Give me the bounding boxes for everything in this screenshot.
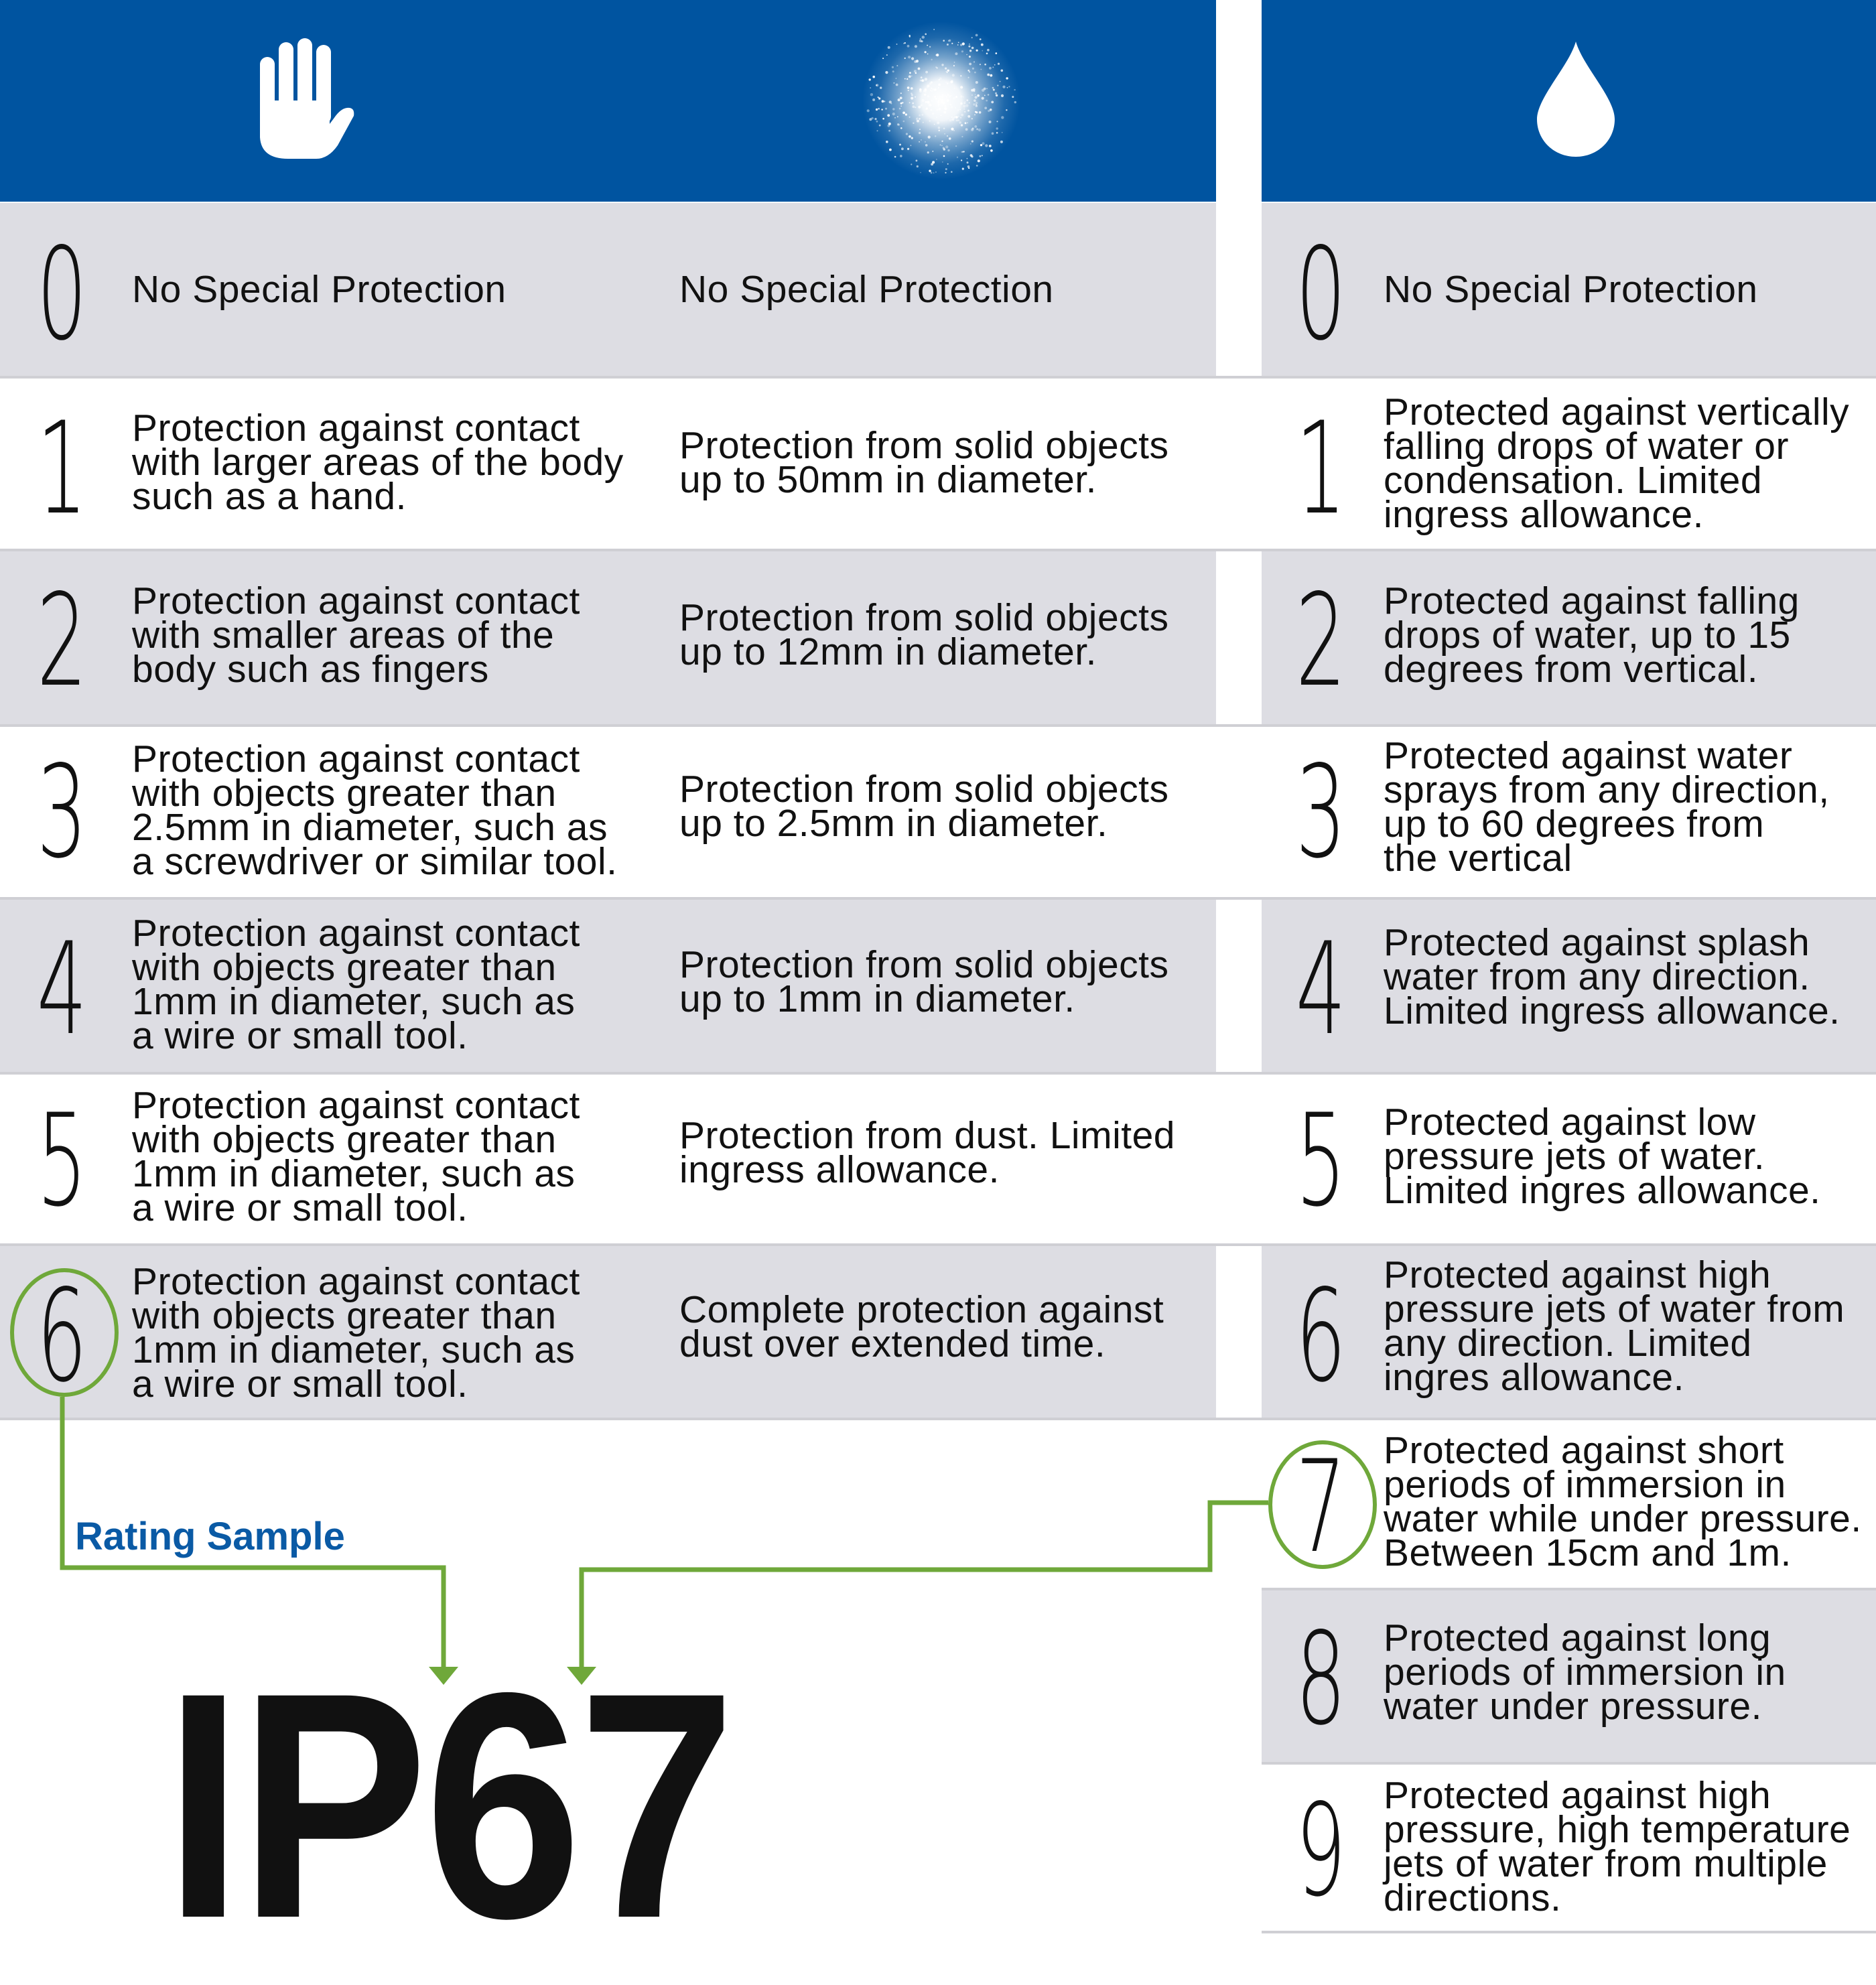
water-digit-5: 5 xyxy=(1295,1087,1346,1235)
water-text-7: Protected against short periods of immersion in water while under pressure. Between 15cm and 1m. xyxy=(1384,1429,1862,1574)
contact-text-6: Protection against contact with objects greater than 1mm in diameter, such as a wire or small tool. xyxy=(132,1260,580,1406)
water-text-1: Protected against vertically falling drops of water or condensation. Limited ingress allowance. xyxy=(1384,391,1850,536)
water-text-3: Protected against water sprays from any direction, up to 60 degrees from the vertical xyxy=(1384,734,1830,880)
contact-text-2: Protection against contact with smaller areas of the body such as fingers xyxy=(132,579,580,691)
water-text-4: Protected against splash water from any direction. Limited ingress allowance. xyxy=(1384,921,1840,1032)
solids-text-6: Complete protection against dust over extended time. xyxy=(679,1288,1164,1365)
solids-text-0: No Special Protection xyxy=(679,268,1054,311)
contact-text-3: Protection against contact with objects greater than 2.5mm in diameter, such as a screwdriver or similar tool. xyxy=(132,738,618,883)
water-digit-0: 0 xyxy=(1295,220,1346,368)
water-text-6: Protected against high pressure jets of water from any direction. Limited ingres allowance. xyxy=(1384,1253,1845,1399)
solid-digit-6: 6 xyxy=(36,1262,87,1410)
water-digit-2: 2 xyxy=(1295,567,1346,715)
water-digit-1: 1 xyxy=(1295,395,1346,543)
solids-text-2: Protection from solid objects up to 12mm in diameter. xyxy=(679,596,1169,673)
solids-text-3: Protection from solid objects up to 2.5mm in diameter. xyxy=(679,768,1169,845)
solids-text-5: Protection from dust. Limited ingress allowance. xyxy=(679,1114,1175,1191)
solid-digit-5: 5 xyxy=(36,1087,87,1235)
solids-text-4: Protection from solid objects up to 1mm in diameter. xyxy=(679,943,1169,1020)
water-text-9: Protected against high pressure, high temperature jets of water from multiple directions. xyxy=(1384,1774,1851,1919)
water-text-8: Protected against long periods of immersion in water under pressure. xyxy=(1384,1617,1786,1728)
solid-digit-2: 2 xyxy=(36,567,87,715)
rating-sample-label: Rating Sample xyxy=(75,1515,345,1558)
solids-text-1: Protection from solid objects up to 50mm in diameter. xyxy=(679,424,1169,501)
solid-digit-1: 1 xyxy=(36,395,87,543)
water-text-5: Protected against low pressure jets of water. Limited ingres allowance. xyxy=(1384,1101,1821,1212)
water-digit-9: 9 xyxy=(1295,1777,1346,1925)
contact-text-5: Protection against contact with objects greater than 1mm in diameter, such as a wire or small tool. xyxy=(132,1084,580,1229)
water-digit-6: 6 xyxy=(1295,1262,1346,1410)
water-text-0: No Special Protection xyxy=(1384,268,1758,311)
solid-digit-4: 4 xyxy=(36,915,87,1063)
ip-rating-code: IP67 xyxy=(164,1625,732,1985)
contact-text-1: Protection against contact with larger areas of the body such as a hand. xyxy=(132,407,624,518)
contact-text-0: No Special Protection xyxy=(132,268,507,311)
water-digit-4: 4 xyxy=(1295,915,1346,1063)
solid-digit-3: 3 xyxy=(36,738,87,886)
contact-text-4: Protection against contact with objects greater than 1mm in diameter, such as a wire or small tool. xyxy=(132,912,580,1057)
water-digit-7: 7 xyxy=(1295,1433,1346,1581)
water-text-2: Protected against falling drops of water, up to 15 degrees from vertical. xyxy=(1384,579,1800,691)
water-digit-3: 3 xyxy=(1295,738,1346,886)
water-digit-8: 8 xyxy=(1295,1605,1346,1753)
solid-digit-0: 0 xyxy=(36,220,87,368)
